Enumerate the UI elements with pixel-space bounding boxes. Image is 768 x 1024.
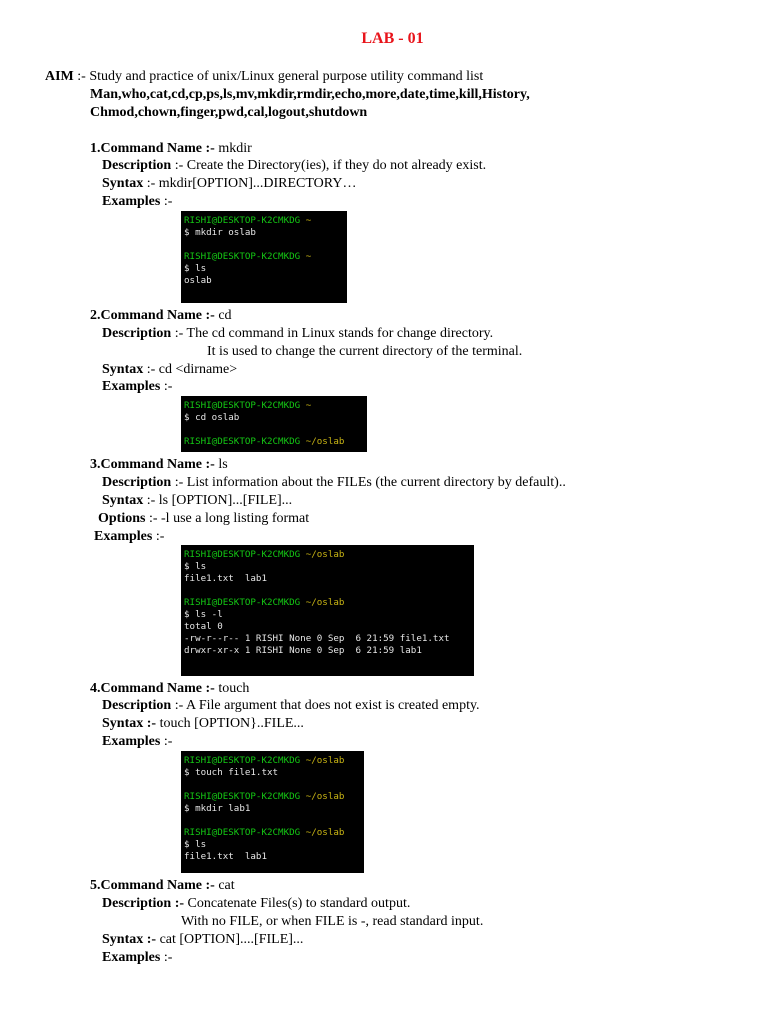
cmd1-heading-label: 1.Command Name :- <box>90 141 215 156</box>
cmd3-description-text: :- List information about the FILEs (the current directory by default).. <box>171 475 566 490</box>
terminal-text: file1.txt lab1 <box>184 573 267 584</box>
terminal-text: $ mkdir lab1 <box>184 803 251 814</box>
cmd1-syntax-text: :- mkdir[OPTION]...DIRECTORY… <box>143 176 357 191</box>
terminal-prompt-path: ~ <box>305 215 312 226</box>
cmd3-examples <box>94 528 164 546</box>
terminal-line <box>184 561 472 573</box>
cmd1-examples-label: Examples <box>102 194 161 209</box>
terminal-prompt-user: RISHI@DESKTOP-K2CMKDG <box>184 251 306 262</box>
cmd1-heading <box>90 140 252 158</box>
terminal-line <box>184 633 472 645</box>
cmd2-examples-sep: :- <box>160 379 173 394</box>
cmd4-description-text: :- A File argument that does not exist is created empty. <box>171 698 480 713</box>
terminal-line <box>184 215 345 227</box>
terminal-prompt-path: ~/oslab <box>305 791 345 802</box>
terminal-line <box>184 227 345 239</box>
terminal-text: $ touch file1.txt <box>184 767 279 778</box>
cmd4-syntax-text: touch [OPTION}..FILE... <box>156 716 304 731</box>
terminal-prompt-user: RISHI@DESKTOP-K2CMKDG <box>184 755 306 766</box>
cmd4-syntax-label: Syntax :- <box>102 716 157 731</box>
cmd3-syntax <box>102 492 292 510</box>
cmd2-description-text: :- The cd command in Linux stands for change directory. <box>171 326 494 341</box>
cmd2-terminal-screenshot <box>181 396 367 452</box>
terminal-text: drwxr-xr-x 1 RISHI None 0 Sep 6 21:59 lab1 <box>184 645 422 656</box>
terminal-line <box>184 791 362 803</box>
cmd3-description <box>102 474 566 492</box>
cmd5-syntax-label: Syntax :- <box>102 932 157 947</box>
terminal-text: $ ls <box>184 263 207 274</box>
terminal-line <box>184 597 472 609</box>
terminal-prompt-user: RISHI@DESKTOP-K2CMKDG <box>184 400 306 411</box>
cmd3-heading <box>90 456 228 474</box>
terminal-line <box>184 851 362 863</box>
cmd3-description-label: Description <box>102 475 172 490</box>
terminal-prompt-path: ~/oslab <box>305 755 345 766</box>
cmd4-terminal-screenshot <box>181 751 364 873</box>
terminal-line <box>184 549 472 561</box>
cmd1-syntax-label: Syntax <box>102 176 144 191</box>
terminal-line <box>184 779 362 791</box>
terminal-prompt-user: RISHI@DESKTOP-K2CMKDG <box>184 597 306 608</box>
terminal-line <box>184 239 345 251</box>
cmd1-examples-sep: :- <box>160 194 173 209</box>
terminal-line <box>184 573 472 585</box>
terminal-prompt-user: RISHI@DESKTOP-K2CMKDG <box>184 549 306 560</box>
cmd2-description-continued: It is used to change the current directory of the terminal. <box>207 344 523 359</box>
cmd4-examples <box>102 733 172 751</box>
terminal-prompt-path: ~/oslab <box>305 549 345 560</box>
terminal-prompt-path: ~/oslab <box>305 436 345 447</box>
cmd2-syntax-label: Syntax <box>102 362 144 377</box>
terminal-line <box>184 645 472 657</box>
terminal-text: $ ls <box>184 561 207 572</box>
page-title: LAB - 01 <box>361 30 424 47</box>
aim-separator: :- <box>73 69 90 84</box>
cmd3-options-text: :- -l use a long listing format <box>145 511 310 526</box>
cmd3-options-label: Options <box>98 511 146 526</box>
terminal-text: $ ls -l <box>184 609 223 620</box>
terminal-text: oslab <box>184 275 212 286</box>
terminal-text: file1.txt lab1 <box>184 851 267 862</box>
cmd5-syntax-text: cat [OPTION]....[FILE]... <box>156 932 304 947</box>
cmd3-syntax-text: :- ls [OPTION]...[FILE]... <box>143 493 293 508</box>
terminal-prompt-path: ~ <box>305 400 312 411</box>
terminal-prompt-user: RISHI@DESKTOP-K2CMKDG <box>184 215 306 226</box>
cmd1-examples <box>102 193 172 211</box>
cmd5-examples <box>102 949 172 967</box>
cmd4-examples-sep: :- <box>160 734 173 749</box>
cmd1-description-text: :- Create the Directory(ies), if they do not already exist. <box>171 158 487 173</box>
cmd5-heading <box>90 877 235 895</box>
terminal-line <box>184 400 365 412</box>
cmd4-name: touch <box>214 681 250 696</box>
terminal-line <box>184 609 472 621</box>
cmd3-examples-sep: :- <box>152 529 165 544</box>
aim-command-list-1: Man,who,cat,cd,cp,ps,ls,mv,mkdir,rmdir,echo,more,date,time,kill,History, <box>90 87 530 102</box>
cmd2-description <box>102 325 493 343</box>
cmd5-examples-label: Examples <box>102 950 161 965</box>
cmd2-examples-label: Examples <box>102 379 161 394</box>
cmd4-syntax <box>102 715 304 733</box>
terminal-text: $ cd oslab <box>184 412 240 423</box>
cmd5-examples-sep: :- <box>160 950 173 965</box>
cmd2-description-label: Description <box>102 326 172 341</box>
cmd1-name: mkdir <box>214 141 252 156</box>
terminal-line <box>184 275 345 287</box>
terminal-line <box>184 815 362 827</box>
terminal-line <box>184 251 345 263</box>
cmd2-heading <box>90 307 232 325</box>
cmd5-description-label: Description :- <box>102 896 185 911</box>
cmd2-syntax <box>102 361 237 379</box>
aim-command-list-2: Chmod,chown,finger,pwd,cal,logout,shutdown <box>90 105 368 120</box>
cmd1-syntax <box>102 175 356 193</box>
cmd1-description <box>102 157 486 175</box>
cmd3-heading-label: 3.Command Name :- <box>90 457 215 472</box>
cmd5-description-continued: With no FILE, or when FILE is -, read standard input. <box>181 914 484 929</box>
terminal-text: total 0 <box>184 621 223 632</box>
cmd1-terminal-screenshot <box>181 211 347 303</box>
cmd3-name: ls <box>214 457 228 472</box>
aim-label: AIM <box>45 69 74 84</box>
cmd2-examples <box>102 378 172 396</box>
cmd5-description <box>102 895 410 913</box>
cmd1-description-label: Description <box>102 158 172 173</box>
cmd4-description <box>102 697 480 715</box>
aim-text: Study and practice of unix/Linux general purpose utility command list <box>89 69 484 84</box>
terminal-prompt-user: RISHI@DESKTOP-K2CMKDG <box>184 436 306 447</box>
terminal-prompt-path: ~/oslab <box>305 597 345 608</box>
terminal-prompt-path: ~ <box>305 251 312 262</box>
cmd5-description-text: Concatenate Files(s) to standard output. <box>184 896 411 911</box>
cmd5-syntax <box>102 931 303 949</box>
cmd4-description-label: Description <box>102 698 172 713</box>
terminal-line <box>184 767 362 779</box>
terminal-line <box>184 424 365 436</box>
cmd3-syntax-label: Syntax <box>102 493 144 508</box>
cmd3-terminal-screenshot <box>181 545 474 676</box>
terminal-text: $ ls <box>184 839 207 850</box>
cmd3-options <box>98 510 309 528</box>
terminal-line <box>184 839 362 851</box>
terminal-line <box>184 827 362 839</box>
terminal-line <box>184 755 362 767</box>
cmd3-examples-label: Examples <box>94 529 153 544</box>
terminal-text: -rw-r--r-- 1 RISHI None 0 Sep 6 21:59 file1.txt <box>184 633 450 644</box>
terminal-line <box>184 412 365 424</box>
cmd2-name: cd <box>214 308 232 323</box>
cmd4-heading <box>90 680 249 698</box>
cmd4-heading-label: 4.Command Name :- <box>90 681 215 696</box>
cmd2-heading-label: 2.Command Name :- <box>90 308 215 323</box>
terminal-line <box>184 263 345 275</box>
cmd4-examples-label: Examples <box>102 734 161 749</box>
cmd5-heading-label: 5.Command Name :- <box>90 878 215 893</box>
terminal-prompt-path: ~/oslab <box>305 827 345 838</box>
terminal-prompt-user: RISHI@DESKTOP-K2CMKDG <box>184 827 306 838</box>
aim-line <box>45 68 483 86</box>
terminal-prompt-user: RISHI@DESKTOP-K2CMKDG <box>184 791 306 802</box>
cmd2-syntax-text: :- cd <dirname> <box>143 362 238 377</box>
terminal-text: $ mkdir oslab <box>184 227 256 238</box>
terminal-line <box>184 436 365 448</box>
terminal-line <box>184 585 472 597</box>
terminal-line <box>184 803 362 815</box>
terminal-line <box>184 621 472 633</box>
cmd5-name: cat <box>214 878 235 893</box>
